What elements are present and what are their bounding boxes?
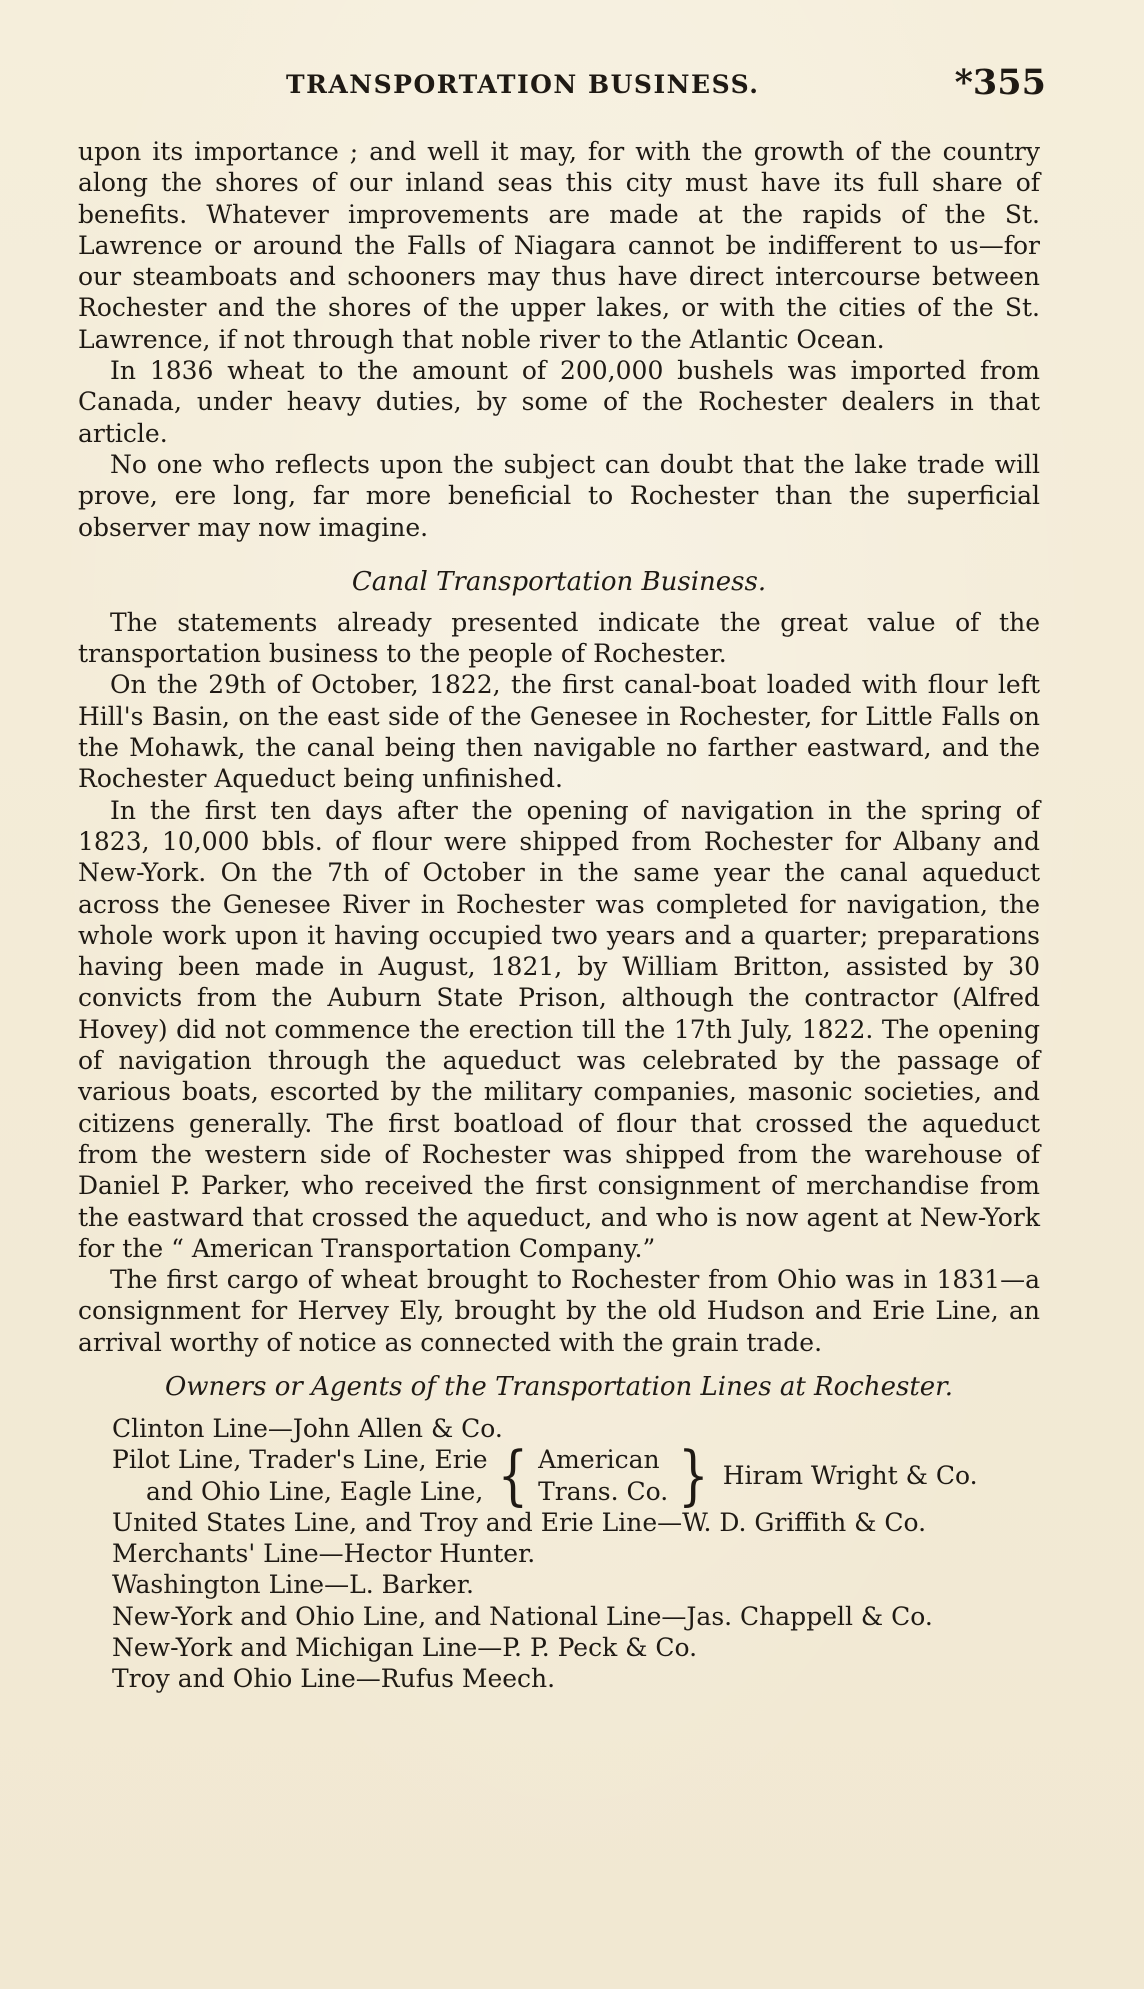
list-item: New-York and Michigan Line—P. P. Peck & Co. <box>112 1633 698 1663</box>
running-head: TRANSPORTATION BUSINESS. <box>286 70 760 99</box>
paragraph-first-ohio-wheat: The first cargo of wheat brought to Rochester from Ohio was in 1831—a consignment for Hervey Ely, brought by the old Hudson and Erie Line, an arrival worthy of notice as connected with the grain trade. <box>78 1265 1040 1357</box>
list-item: United States Line, and Troy and Erie Line—W. D. Griffith & Co. <box>112 1507 927 1537</box>
paragraph-transportation-value: The statements already presented indicate the great value of the transportation business to the people of Rochester. <box>78 607 1040 669</box>
list-item: Clinton Line—John Allen & Co. <box>112 1413 503 1443</box>
page-header <box>286 62 1046 110</box>
page-number: *355 <box>954 62 1046 103</box>
list-item: Troy and Ohio Line—Rufus Meech. <box>112 1664 556 1694</box>
list-item: New-York and Ohio Line, and National Line—Jas. Chappell & Co. <box>112 1601 933 1631</box>
list-item: Merchants' Line—Hector Hunter. <box>112 1539 536 1569</box>
paragraph-wheat-imported: In 1836 wheat to the amount of 200,000 bushels was imported from Canada, under heavy duties, by some of the Rochester dealers in that article. <box>78 356 1040 448</box>
paragraph-lake-trade-importance: upon its importance ; and well it may, for with the growth of the country along the shores of our inland seas this city must have its full share of benefits. Whatever improvements are made at the rapids of the St. Lawrence or around the Falls of Niagara cannot be indifferent to us—for our steamboats and schooners may thus have direct intercourse between Rochester and the shores of the upper lakes, or with the cities of the St. Lawrence, if not through that noble river to the Atlantic Ocean. <box>78 137 1040 354</box>
pilot-lines-text-1: Pilot Line, Trader's Line, Erie <box>112 1445 488 1475</box>
right-brace-icon: } <box>678 1437 709 1514</box>
paragraph-aqueduct-history: In the first ten days after the opening of navigation in the spring of 1823, 10,000 bbls. of flour were shipped from Rochester for Albany and New-York. On the 7th of October in the same year the canal aqueduct across the Genesee River in Rochester was completed for navigation, the whole work upon it having occupied two years and a quarter; preparations having been made in August, 1821, by William Britton, assisted by 30 convicts from the Auburn State Prison, although the contractor (Alfred Hovey) did not commence the erection till the 17th July, 1822. The opening of navigation through the aqueduct was celebrated by the passage of various boats, escorted by the military companies, masonic societies, and citizens generally. The first boatload of flour that crossed the aqueduct from the western side of Rochester was shipped from the warehouse of Daniel P. Parker, who received the first consignment of merchandise from the eastward that crossed the aqueduct, and who is now agent at New-York for the “ American Transportation Company.” <box>78 795 1040 1263</box>
hiram-wright-text: Hiram Wright & Co. <box>722 1460 978 1490</box>
american-text: American <box>538 1445 660 1475</box>
trans-co-text: Trans. Co. <box>538 1476 669 1506</box>
owners-section-heading: Owners or Agents of the Transportation Lines at Rochester. <box>164 1371 953 1402</box>
pilot-lines-text-2: and Ohio Line, Eagle Line, <box>146 1476 484 1506</box>
pilot-lines-group <box>112 1444 488 1507</box>
paragraph-first-canal-boat: On the 29th of October, 1822, the first canal-boat loaded with flour left Hill's Basin, on the east side of the Genesee in Rochester, for Little Falls on the Mohawk, the canal being then navigable no farther eastward, and the Rochester Aqueduct being unfinished. <box>78 670 1040 794</box>
page-content <box>78 136 1040 1695</box>
transportation-lines-list <box>112 1413 1040 1695</box>
list-item: Washington Line—L. Barker. <box>112 1570 474 1600</box>
paragraph-lake-trade-benefit: No one who reflects upon the subject can doubt that the lake trade will prove, ere long, far more beneficial to Rochester than the superficial observer may now imagine. <box>78 449 1040 542</box>
left-brace-icon: { <box>497 1437 529 1514</box>
american-trans-group <box>538 1444 668 1507</box>
list-item-hiram-wright <box>112 1437 1040 1514</box>
canal-section-heading: Canal Transportation Business. <box>351 566 767 597</box>
